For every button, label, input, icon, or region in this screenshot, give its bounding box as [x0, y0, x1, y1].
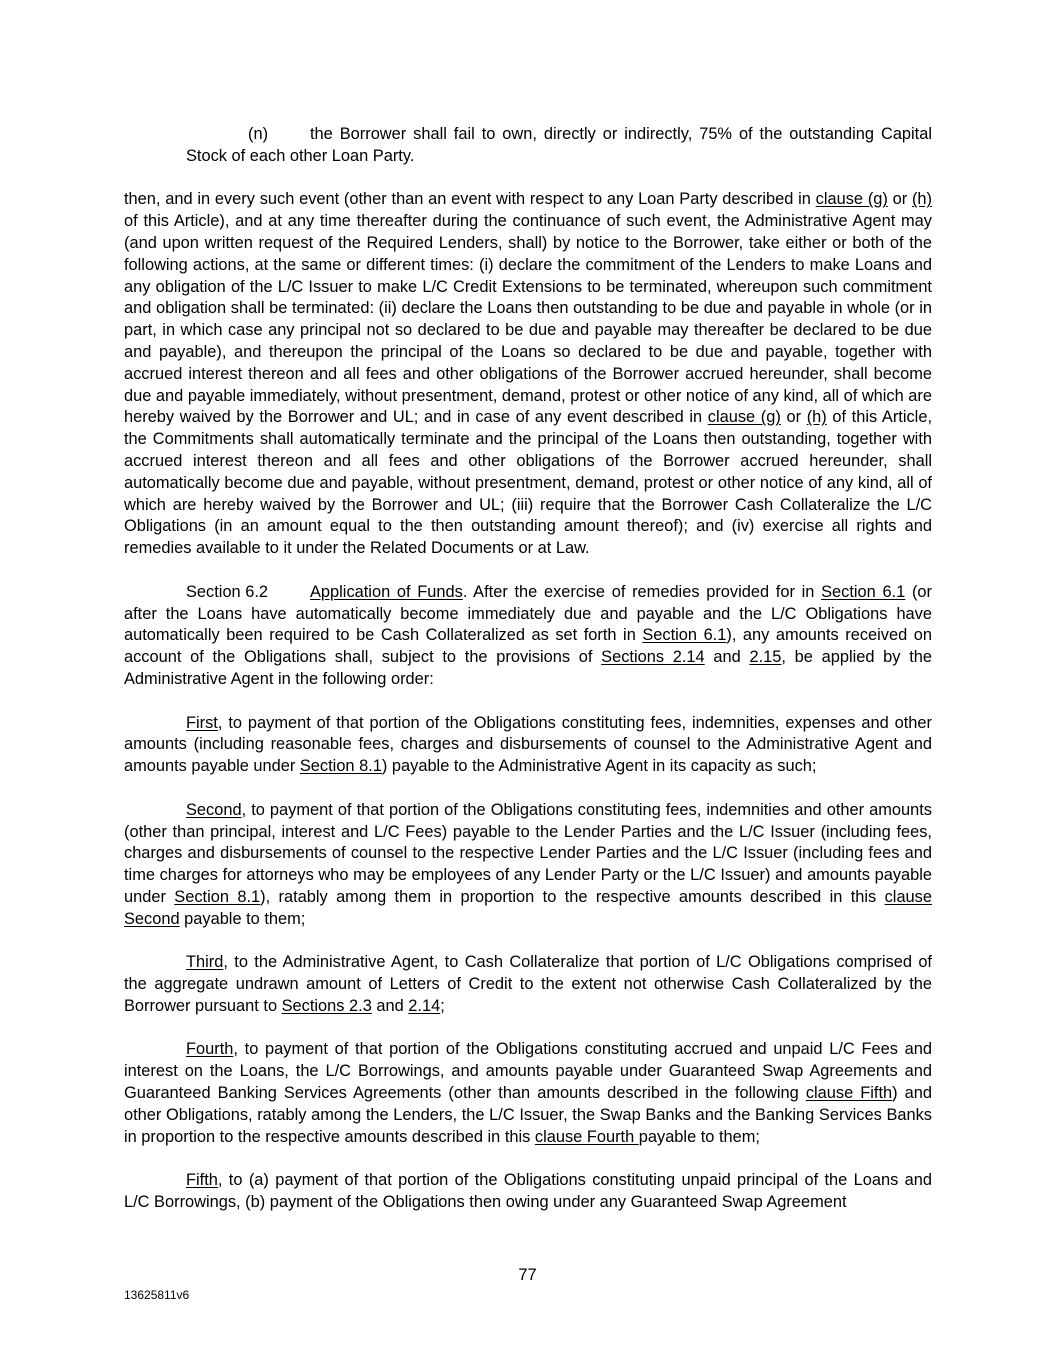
section-heading: Application of Funds	[310, 582, 463, 601]
text-run: payable to them;	[638, 1127, 760, 1146]
item-n-paragraph	[124, 124, 932, 168]
text-run: , to payment of that portion of the Obligations constituting fees, indemnities, expenses and other amounts (including reasonable fees, charges and disbursements of counsel to the Administrative Agent and amounts payable under	[124, 713, 932, 776]
section-reference: 2.15	[749, 648, 782, 667]
text-run: ), any amounts received on account of the Obligations shall, subject to the provisions of	[124, 626, 932, 667]
section-6-2-paragraph	[124, 582, 932, 691]
text-run: ) payable to the Administrative Agent in its capacity as such;	[381, 757, 817, 776]
text-run: . After the exercise of remedies provided for in	[462, 582, 822, 601]
text-run: and	[371, 996, 409, 1015]
remedies-paragraph	[124, 189, 932, 560]
clause-reference: clause Second	[124, 887, 932, 928]
first-paragraph	[124, 713, 932, 778]
third-paragraph	[124, 952, 932, 1017]
section-reference: Section 6.1	[821, 582, 906, 601]
section-reference: 2.14	[408, 996, 441, 1015]
second-paragraph	[124, 800, 932, 931]
priority-label: Fourth	[186, 1040, 234, 1059]
text-run: ) and other Obligations, ratably among the Lenders, the L/C Issuer, the Swap Banks and the Banking Services Banks in proportion to the respective amounts described in this	[124, 1084, 933, 1146]
section-reference: Section 8.1	[299, 757, 382, 776]
clause-g-reference: clause (g)	[707, 408, 781, 427]
priority-label: Fifth	[186, 1171, 218, 1190]
text-run: or	[887, 190, 912, 209]
section-reference: Sections 2.3	[281, 996, 372, 1015]
clause-h-reference: (h)	[806, 408, 827, 427]
text-run: or	[780, 408, 807, 427]
item-text: the Borrower shall fail to own, directly or indirectly, 75% of the outstanding Capital Stock of each other Loan Party.	[186, 125, 932, 165]
text-run: , to payment of that portion of the Obligations constituting accrued and unpaid L/C Fees and interest on the Loans, the L/C Borrowings, and amounts payable under Guaranteed Swap Agreements and Guaranteed Banking Services Agreements (other than amounts described in the following	[124, 1040, 932, 1103]
text-run: of this Article, the Commitments shall automatically terminate and the principal of the Loans then outstanding, together with accrued interest thereon and all fees and other obligations of the Borrower accrued hereunder, shall automatically become due and payable, without presentment, demand, protest or other notice of any kind, all of which are hereby waived by the Borrower and UL; (iii) require that the Borrower Cash Collateralize the L/C Obligations (in an amount equal to the then outstanding amount thereof); and (iv) exercise all rights and remedies available to it under the Related Documents or at Law.	[124, 408, 932, 558]
fifth-paragraph	[124, 1170, 932, 1214]
clause-reference: clause Fifth	[805, 1084, 893, 1103]
clause-h-reference: (h)	[911, 190, 933, 209]
section-number: Section 6.2	[186, 582, 269, 601]
text-run: and	[704, 648, 750, 667]
text-run: , to payment of that portion of the Obligations constituting fees, indemnities and other amounts (other than principal, interest and L/C Fees) payable to the Lender Parties and the L/C Issuer (including fees, charges and disbursements of counsel to the respective Lender Parties and the L/C Issuer (including fees and time charges for attorneys who may be employees of any Lender Party or the L/C Issuer) and amounts payable under	[124, 800, 932, 906]
priority-label: First	[186, 713, 218, 732]
section-reference: Sections 2.14	[601, 648, 705, 667]
text-run: , be applied by the Administrative Agent in the following order:	[124, 648, 932, 688]
text-run: payable to them;	[179, 909, 306, 928]
document-page	[124, 124, 932, 1236]
text-run: , to the Administrative Agent, to Cash Collateralize that portion of L/C Obligations comprised of the aggregate undrawn amount of Letters of Credit to the extent not otherwise Cash Collateralized by the Borrower pursuant to	[124, 953, 932, 1015]
section-reference: Section 8.1	[174, 887, 261, 906]
priority-label: Third	[186, 953, 224, 972]
text-run: ;	[440, 996, 445, 1015]
text-run: ), ratably among them in proportion to the respective amounts described in this	[260, 887, 885, 906]
text-run: then, and in every such event (other than an event with respect to any Loan Party described in	[124, 190, 816, 209]
section-reference: Section 6.1	[642, 626, 727, 645]
text-run: (or after the Loans have automatically become immediately due and payable and the L/C Obligations have automatically been required to be Cash Collateralized as set forth in	[124, 582, 933, 645]
text-run: , to (a) payment of that portion of the Obligations constituting unpaid principal of the Loans and L/C Borrowings, (b) payment of the Obligations then owing under any Guaranteed Swap Agreement	[124, 1171, 932, 1212]
priority-label: Second	[186, 800, 242, 819]
item-number: (n)	[248, 125, 269, 143]
clause-reference: clause Fourth	[534, 1127, 639, 1146]
clause-g-reference: clause (g)	[815, 190, 888, 209]
page-number: 77	[518, 1266, 537, 1284]
fourth-paragraph	[124, 1039, 932, 1148]
document-id: 13625811v6	[124, 1288, 190, 1302]
text-run: of this Article), and at any time thereafter during the continuance of such event, the Administrative Agent may (and upon written request of the Required Lenders, shall) by notice to the Borrower, take either or both of the following actions, at the same or different times: (i) declare the commitment of the Lenders to make Loans and any obligation of the L/C Issuer to make L/C Credit Extensions to be terminated, whereupon such commitment and obligation shall be terminated: (ii) declare the Loans then outstanding to be due and payable in whole (or in part, in which case any principal not so declared to be due and payable may thereafter be declared to be due and payable), and thereupon the principal of the Loans so declared to be due and payable, together with accrued interest thereon and all fees and other obligations of the Borrower accrued hereunder, shall become due and payable immediately, without presentment, demand, protest or other notice of any kind, all of which are hereby waived by the Borrower and UL; and in case of any event described in	[124, 212, 932, 427]
